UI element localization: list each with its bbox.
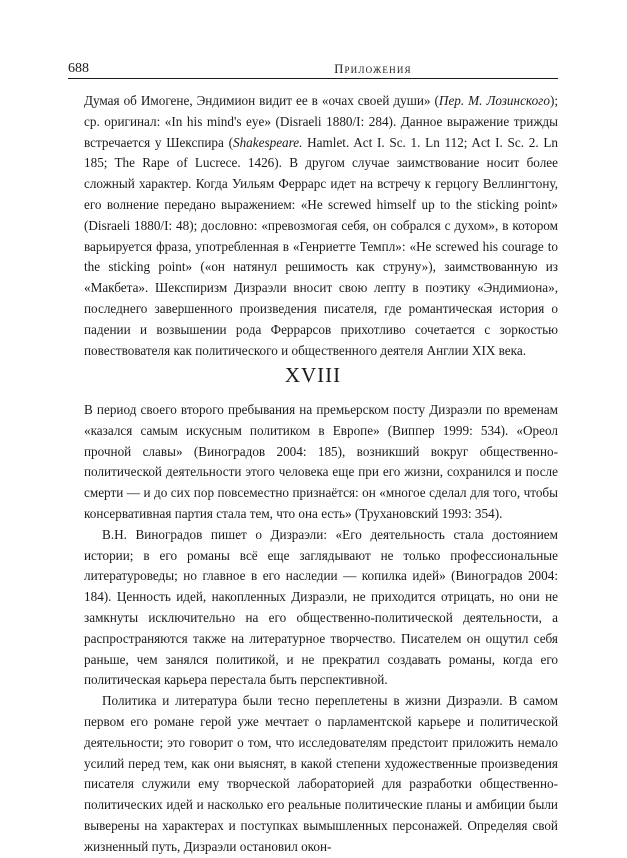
- page-number: 688: [68, 61, 89, 76]
- paragraph-premiership: В период своего второго пребывания на премьерском посту Дизраэли по временам «казался самым искусным политиком в Европе» (Виппер 1999: 534). «Ореол прочной славы» (Виноградов 2004: 185), возникший вокруг общественно-политической деятельности этого человека еще при его жизни, сохранился и после смерти — и до сих пор повсеместно признаётся: он «многое сделал для того, чтобы консервативная партия стала тем, что она есть» (Трухановский 1993: 354).: [84, 402, 558, 521]
- page-header: [68, 60, 558, 79]
- paragraph-imogen: [84, 91, 558, 361]
- paragraph-text: Думая об Имогене, Эндимион видит ее в «очах своей души» (: [84, 93, 439, 108]
- paragraph-text: ); ср. оригинал: «In his mind's eye» (Disraeli 1880/I: 284). Данное выражение трижды встречается у Шекспира (: [84, 93, 558, 150]
- running-head: Приложения: [334, 62, 412, 76]
- paragraph-text: Hamlet. Act I. Sc. 1. Ln 112; Act I. Sc. 2. Ln 185; The Rape of Lucrece. 1426). В другом случае заимствование носит более сложный характер. Когда Уильям Феррарс идет на встречу к герцогу Веллингтону, его волнение передано выражением: «He screwed himself up to the sticking point» (Disraeli 1880/I: 48); дословно: «превозмогая себя, он собрался с духом», в котором варьируется фраза, употребленная в «Генриетте Темпл»: «He screwed his courage to the sticking point» («он натянул решимость как струну»), заимствованную из «Макбета». Шекспиризм Дизраэли вносит свою лепту в поэтику «Эндимиона», последнего завершенного произведения писателя, где романтическая история о падении и возвышении рода Феррарсов прихотливо сочетается с зоркостью повествователя как политического и общественного деятеля Англии XIX века.: [84, 134, 558, 358]
- section-body: [84, 400, 558, 858]
- author-name-italic: Shakespeare.: [232, 134, 303, 150]
- section-title: XVIII: [284, 363, 342, 387]
- paragraph-vinogradov: В.Н. Виноградов пишет о Дизраэли: «Его деятельность стала достоянием истории; в его романы всё еще заглядывают не только профессиональные литературоведы; но главное в его наследии — копилка идей» (Виноградов 2004: 184). Ценность идей, накопленных Дизраэли, не приходится отрицать, но они не замкнуты исключительно на его общественно-политической деятельности, а распространяются также на литературное творчество. Писателем он ощутил себя раньше, чем занялся политикой, и не прекратил создавать романы, когда его политическая карьера перестала быть перспективной.: [84, 526, 558, 688]
- translator-credit: Пер. М. Лозинского: [438, 93, 550, 108]
- top-paragraph-block: [84, 91, 558, 361]
- paragraph-politics-literature: Политика и литература были тесно переплетены в жизни Дизраэли. В самом первом его романе герой уже мечтает о парламентской карьере и политической деятельности; это говорит о том, что исследователям предстоит приложить немало усилий перед тем, как они выяснят, в какой степени художественные произведения писателя служили ему творческой лабораторией для разработки общественно-политических идей и насколько его реальные политические планы и амбиции были выверены на характерах и поступках вымышленных персонажей. Определяя свой жизненный путь, Дизраэли остановил окон-: [84, 693, 558, 854]
